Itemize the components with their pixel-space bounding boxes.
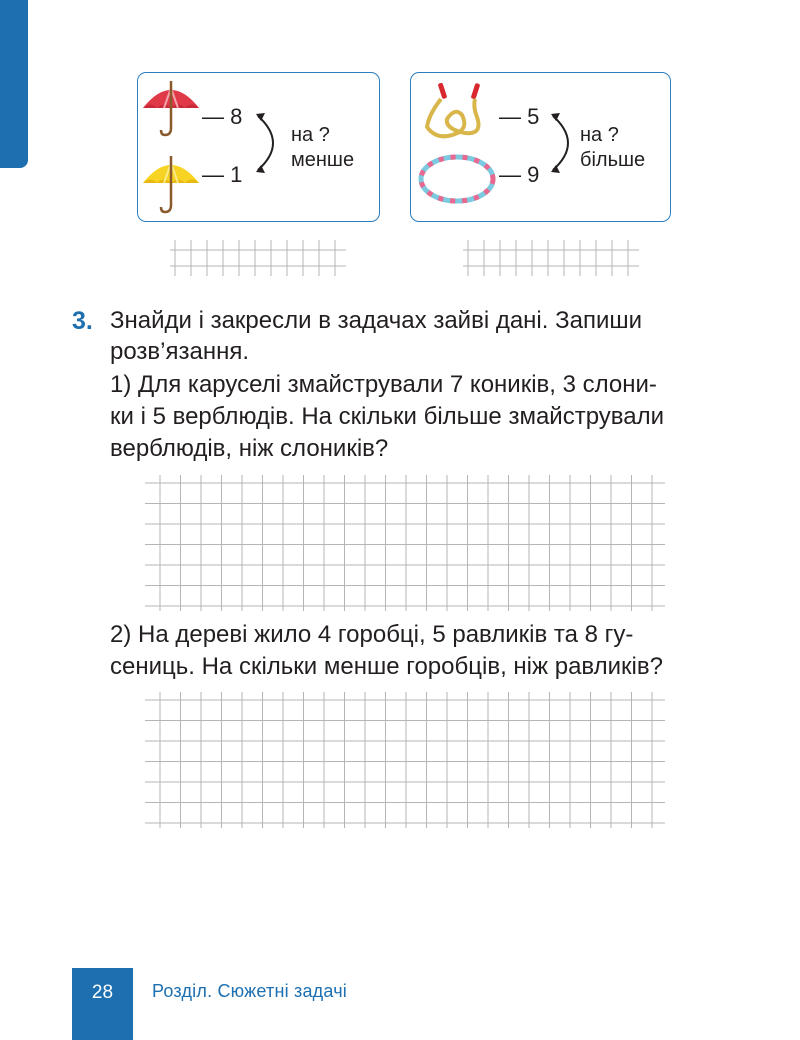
edge-color-tab bbox=[0, 0, 28, 168]
hula-hoop-icon bbox=[417, 151, 497, 207]
compare-question: на ? bbox=[580, 124, 619, 146]
task-instruction-line1: Знайди і закресли в задачах зайві дані. Запиши bbox=[110, 307, 643, 334]
answer-grid-problem2[interactable] bbox=[145, 692, 665, 828]
umbrellas-comparison-box bbox=[137, 72, 380, 222]
compare-word: менше bbox=[291, 149, 355, 171]
jump-rope-count: — 5 bbox=[499, 104, 540, 129]
compare-arrow-icon bbox=[545, 103, 585, 183]
page-number: 28 bbox=[91, 982, 114, 1003]
answer-grid-problem1[interactable] bbox=[145, 475, 665, 611]
answer-grid-small-left[interactable] bbox=[170, 240, 346, 276]
problem1-line3: верблюдів, ніж слоників? bbox=[110, 435, 389, 462]
problem2-line2: сениць. На скільки менше горобців, ніж равликів? bbox=[110, 653, 663, 680]
red-umbrella-icon bbox=[140, 78, 202, 138]
answer-grid-small-right[interactable] bbox=[463, 240, 639, 276]
problem1-line1: 1) Для каруселі змайстрували 7 коників, 3 слони- bbox=[110, 371, 657, 398]
page-number-tab bbox=[72, 968, 133, 1040]
yellow-umbrella-icon bbox=[140, 153, 202, 215]
compare-question: на ? bbox=[291, 124, 330, 146]
yellow-umbrella-count: — 1 bbox=[202, 162, 243, 187]
compare-arrow-icon bbox=[250, 103, 290, 183]
task-number: 3. bbox=[72, 307, 93, 335]
compare-word: більше bbox=[580, 149, 646, 171]
jump-rope-icon bbox=[417, 79, 492, 141]
rope-hoop-comparison-box bbox=[410, 72, 671, 222]
problem1-line2: ки і 5 верблюдів. На скільки більше змайстрували bbox=[110, 403, 665, 430]
red-umbrella-count: — 8 bbox=[202, 104, 243, 129]
section-title: Розділ. Сюжетні задачі bbox=[152, 981, 347, 1001]
hula-hoop-count: — 9 bbox=[499, 162, 540, 187]
problem2-line1: 2) На дереві жило 4 горобці, 5 равликів та 8 гу- bbox=[110, 621, 634, 648]
task-instruction-line2: розв’язання. bbox=[110, 338, 250, 365]
